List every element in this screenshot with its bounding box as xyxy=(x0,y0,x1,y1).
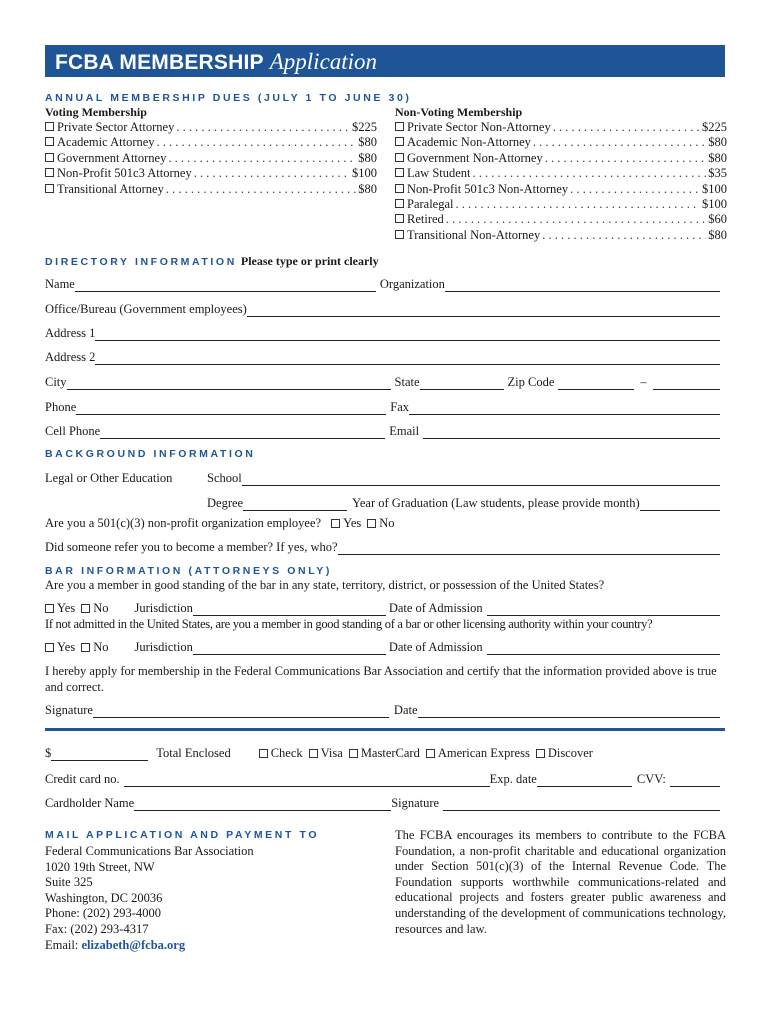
banner-title-italic: Application xyxy=(269,49,378,74)
nonvoting-dues-option[interactable] xyxy=(395,135,727,150)
dues-label: Paralegal xyxy=(407,196,454,211)
cvv-field[interactable] xyxy=(670,774,720,787)
name-field[interactable] xyxy=(75,279,376,292)
voting-heading: Voting Membership xyxy=(45,105,147,119)
email-field[interactable] xyxy=(423,426,720,439)
nonvoting-heading: Non-Voting Membership xyxy=(395,105,523,119)
bar-row-2 xyxy=(45,637,720,655)
nonprofit-no-checkbox[interactable] xyxy=(367,519,376,528)
dues-price: $80 xyxy=(708,227,727,242)
nonprofit-row xyxy=(45,513,720,531)
dues-label: Transitional Non-Attorney xyxy=(407,227,541,242)
dues-label: Retired xyxy=(407,212,444,227)
fax-line: Fax: (202) 293-4317 xyxy=(45,921,149,936)
dot-leader xyxy=(533,135,706,150)
card-row xyxy=(45,769,720,787)
bar2-yes-checkbox[interactable] xyxy=(45,643,54,652)
payment-row xyxy=(45,743,720,761)
foundation-note: The FCBA encourages its members to contribute to the FCBA Foundation, a non-profit charitable and educational organization under Section 501(c)(3) of the Internal Revenue Code. The Foundation supports worthwhile communications-related and educational projects and fosters greater public awareness and understanding of the development of communications technology, resources and law. xyxy=(395,828,726,936)
address-line: Suite 325 xyxy=(45,875,93,890)
state-field[interactable] xyxy=(420,377,504,390)
exp-label: Exp. date xyxy=(489,772,537,786)
pay-mastercard-checkbox[interactable] xyxy=(349,749,358,758)
organization-label: Organization xyxy=(379,277,445,291)
background-heading: BACKGROUND INFORMATION xyxy=(45,448,256,460)
school-label: School xyxy=(207,471,242,485)
dot-leader xyxy=(456,197,700,212)
date-field[interactable] xyxy=(418,705,720,718)
dot-leader xyxy=(545,151,707,166)
nonvoting-column xyxy=(395,105,727,243)
signature-label: Signature xyxy=(45,703,93,717)
dot-leader xyxy=(570,182,700,197)
pay-amex-option[interactable]: American Express xyxy=(426,746,530,761)
cardholder-field[interactable] xyxy=(134,798,391,811)
address1-label: Address 1 xyxy=(45,326,96,340)
dues-heading: ANNUAL MEMBERSHIP DUES (JULY 1 TO JUNE 30) xyxy=(45,92,412,104)
dues-price: $100 xyxy=(352,166,377,181)
office-field[interactable] xyxy=(247,304,720,317)
phone-label: Phone xyxy=(45,400,77,414)
bar1-jurisdiction-label: Jurisdiction xyxy=(134,601,193,615)
organization-field[interactable] xyxy=(445,279,720,292)
dues-label: Private Sector Attorney xyxy=(57,120,175,134)
referral-question: Did someone refer you to become a member? If yes, who? xyxy=(45,540,338,554)
mail-heading: MAIL APPLICATION AND PAYMENT TO xyxy=(45,829,320,841)
signature-row xyxy=(45,700,720,718)
address1-row xyxy=(45,323,720,341)
school-field[interactable] xyxy=(242,473,720,486)
bar1-admission-label: Date of Admission xyxy=(388,601,483,615)
dues-checkbox[interactable] xyxy=(395,122,404,131)
dues-label: Government Non-Attorney xyxy=(407,150,543,165)
dues-price: $100 xyxy=(702,181,727,196)
fax-label: Fax xyxy=(390,400,409,414)
cell-field[interactable] xyxy=(100,426,385,439)
fax-field[interactable] xyxy=(409,402,720,415)
mailing-address xyxy=(45,844,254,953)
exp-field[interactable] xyxy=(537,774,632,787)
date-label: Date xyxy=(393,703,418,717)
dues-price: $35 xyxy=(708,166,727,181)
title-banner xyxy=(45,45,725,77)
zip-label: Zip Code xyxy=(507,375,555,389)
pay-visa-option[interactable]: Visa xyxy=(309,746,343,761)
bar1-jurisdiction-field[interactable] xyxy=(193,603,386,616)
dot-leader xyxy=(553,120,700,135)
bar-row-1 xyxy=(45,598,720,616)
pay-discover-checkbox[interactable] xyxy=(536,749,545,758)
nonvoting-dues-option[interactable] xyxy=(395,197,727,212)
dues-price: $225 xyxy=(352,120,377,134)
office-row xyxy=(45,299,720,317)
dues-label: Government Attorney xyxy=(57,150,167,165)
directory-heading: DIRECTORY INFORMATION Please type or print clearly xyxy=(45,254,379,268)
city-row xyxy=(45,372,720,390)
dues-checkbox[interactable] xyxy=(395,168,404,177)
bar1-no-checkbox[interactable] xyxy=(81,604,90,613)
card-signature-field[interactable] xyxy=(443,798,720,811)
pay-check-checkbox[interactable] xyxy=(259,749,268,758)
dues-label: Transitional Attorney xyxy=(57,181,164,196)
dues-checkbox[interactable] xyxy=(45,137,54,146)
voting-column xyxy=(45,105,377,197)
amount-field[interactable] xyxy=(51,748,148,761)
cvv-label: CVV: xyxy=(636,772,666,786)
dues-price: $100 xyxy=(702,196,727,211)
card-signature-label: Signature xyxy=(391,796,440,810)
dues-price: $80 xyxy=(358,135,377,150)
dues-label: Private Sector Non-Attorney xyxy=(407,120,551,134)
nonvoting-dues-option[interactable] xyxy=(395,182,727,197)
address-line: 1020 19th Street, NW xyxy=(45,859,155,874)
dot-leader xyxy=(473,166,707,181)
bar-heading: BAR INFORMATION (ATTORNEYS ONLY) xyxy=(45,565,332,577)
degree-label: Degree xyxy=(207,496,244,510)
zip-field[interactable] xyxy=(558,377,634,390)
zip-ext-field[interactable] xyxy=(653,377,720,390)
bar2-jurisdiction-label: Jurisdiction xyxy=(134,640,193,654)
dues-label: Non-Profit 501c3 Attorney xyxy=(57,166,192,181)
dues-checkbox[interactable] xyxy=(395,199,404,208)
dues-checkbox[interactable] xyxy=(45,168,54,177)
degree-row xyxy=(45,493,720,511)
total-label: Total Enclosed xyxy=(156,746,231,760)
name-org-row xyxy=(45,274,720,292)
degree-field[interactable] xyxy=(243,498,347,511)
nonvoting-dues-option[interactable] xyxy=(395,151,727,166)
phone-field[interactable] xyxy=(76,402,386,415)
bar-question-1: Are you a member in good standing of the bar in any state, territory, district, or possession of the United States? xyxy=(45,578,605,592)
name-label: Name xyxy=(45,277,75,291)
dues-label: Law Student xyxy=(407,166,471,181)
address1-field[interactable] xyxy=(95,328,720,341)
nonprofit-yes-checkbox[interactable] xyxy=(331,519,340,528)
certify-statement: I hereby apply for membership in the Federal Communications Bar Association and certify that the information provided above is true and correct. xyxy=(45,664,717,694)
bar1-yes-option[interactable]: Yes xyxy=(45,601,75,616)
referral-field[interactable] xyxy=(338,542,720,555)
dues-label: Non-Profit 501c3 Non-Attorney xyxy=(407,181,569,196)
grad-year-field[interactable] xyxy=(640,498,720,511)
pay-visa-checkbox[interactable] xyxy=(309,749,318,758)
bar2-no-option[interactable]: No xyxy=(81,640,108,655)
nonvoting-dues-option[interactable] xyxy=(395,228,727,243)
address-line: Washington, DC 20036 xyxy=(45,890,163,905)
dot-leader xyxy=(542,228,706,243)
dues-price: $80 xyxy=(358,181,377,196)
dues-checkbox[interactable] xyxy=(395,153,404,162)
email-link[interactable]: elizabeth@fcba.org xyxy=(81,937,186,952)
referral-row xyxy=(45,537,720,555)
nonprofit-yes-option[interactable]: Yes xyxy=(331,516,361,531)
bar1-yes-checkbox[interactable] xyxy=(45,604,54,613)
dot-leader xyxy=(194,166,350,181)
directory-note: Please type or print clearly xyxy=(240,254,379,268)
voting-dues-option[interactable] xyxy=(45,120,377,135)
address2-label: Address 2 xyxy=(45,350,96,364)
grad-year-label: Year of Graduation (Law students, please provide month) xyxy=(352,496,640,510)
signature-field[interactable] xyxy=(93,705,389,718)
dot-leader xyxy=(166,182,356,197)
dues-price: $80 xyxy=(708,150,727,165)
pay-mastercard-option[interactable]: MasterCard xyxy=(349,746,420,761)
cardholder-row xyxy=(45,793,720,811)
nonvoting-dues-option[interactable] xyxy=(395,166,727,181)
school-row xyxy=(45,468,720,486)
pay-amex-checkbox[interactable] xyxy=(426,749,435,758)
dues-price: $60 xyxy=(708,212,727,227)
nonvoting-dues-option[interactable] xyxy=(395,120,727,135)
dues-price: $225 xyxy=(702,120,727,134)
bar2-admission-field[interactable] xyxy=(487,642,720,655)
city-field[interactable] xyxy=(67,377,391,390)
bar2-no-checkbox[interactable] xyxy=(81,643,90,652)
state-label: State xyxy=(394,375,420,389)
pay-discover-option[interactable]: Discover xyxy=(536,746,593,761)
pay-check-option[interactable]: Check xyxy=(259,746,303,761)
email-label: Email xyxy=(389,424,420,438)
city-label: City xyxy=(45,375,67,389)
dues-price: $80 xyxy=(708,135,727,150)
card-no-field[interactable] xyxy=(124,774,490,787)
nonprofit-question: Are you a 501(c)(3) non-profit organization employee? xyxy=(45,516,322,530)
email-line: Email: elizabeth@fcba.org xyxy=(45,937,186,952)
cell-email-row xyxy=(45,421,720,439)
bar2-admission-label: Date of Admission xyxy=(388,640,483,654)
address2-row xyxy=(45,347,720,365)
dues-label: Academic Attorney xyxy=(57,135,155,150)
dues-price: $80 xyxy=(358,150,377,165)
phone-line: Phone: (202) 293-4000 xyxy=(45,906,161,921)
divider xyxy=(45,728,725,731)
voting-dues-option[interactable] xyxy=(45,135,377,150)
dollar-label: $ xyxy=(45,746,52,760)
banner-title-bold: FCBA MEMBERSHIP xyxy=(55,51,264,74)
bar1-no-option[interactable]: No xyxy=(81,601,108,616)
dues-checkbox[interactable] xyxy=(395,137,404,146)
dot-leader xyxy=(157,135,357,150)
dues-checkbox[interactable] xyxy=(45,184,54,193)
voting-dues-option[interactable] xyxy=(45,151,377,166)
office-label: Office/Bureau (Government employees) xyxy=(45,302,247,316)
dot-leader xyxy=(168,151,356,166)
dot-leader xyxy=(176,120,350,135)
address-line: Federal Communications Bar Association xyxy=(45,844,254,858)
dot-leader xyxy=(446,212,706,227)
dues-checkbox[interactable] xyxy=(395,184,404,193)
cardholder-label: Cardholder Name xyxy=(45,796,135,810)
dues-checkbox[interactable] xyxy=(45,153,54,162)
voting-dues-option[interactable] xyxy=(45,182,377,197)
address2-field[interactable] xyxy=(95,352,720,365)
bar2-yes-option[interactable]: Yes xyxy=(45,640,75,655)
phone-fax-row xyxy=(45,397,720,415)
card-no-label: Credit card no. xyxy=(45,772,120,786)
dues-checkbox[interactable] xyxy=(45,122,54,131)
voting-dues-option[interactable] xyxy=(45,166,377,181)
dues-checkbox[interactable] xyxy=(395,214,404,223)
bar2-jurisdiction-field[interactable] xyxy=(193,642,386,655)
dues-label: Academic Non-Attorney xyxy=(407,135,531,150)
zip-dash: – xyxy=(640,375,647,389)
cell-label: Cell Phone xyxy=(45,424,101,438)
nonvoting-dues-option[interactable] xyxy=(395,212,727,227)
bar1-admission-field[interactable] xyxy=(487,603,720,616)
nonprofit-no-option[interactable]: No xyxy=(367,516,394,531)
dues-checkbox[interactable] xyxy=(395,230,404,239)
education-label: Legal or Other Education xyxy=(45,471,173,485)
bar-question-2: If not admitted in the United States, are you a member in good standing of a bar or other licensing authority within your country? xyxy=(45,617,653,631)
